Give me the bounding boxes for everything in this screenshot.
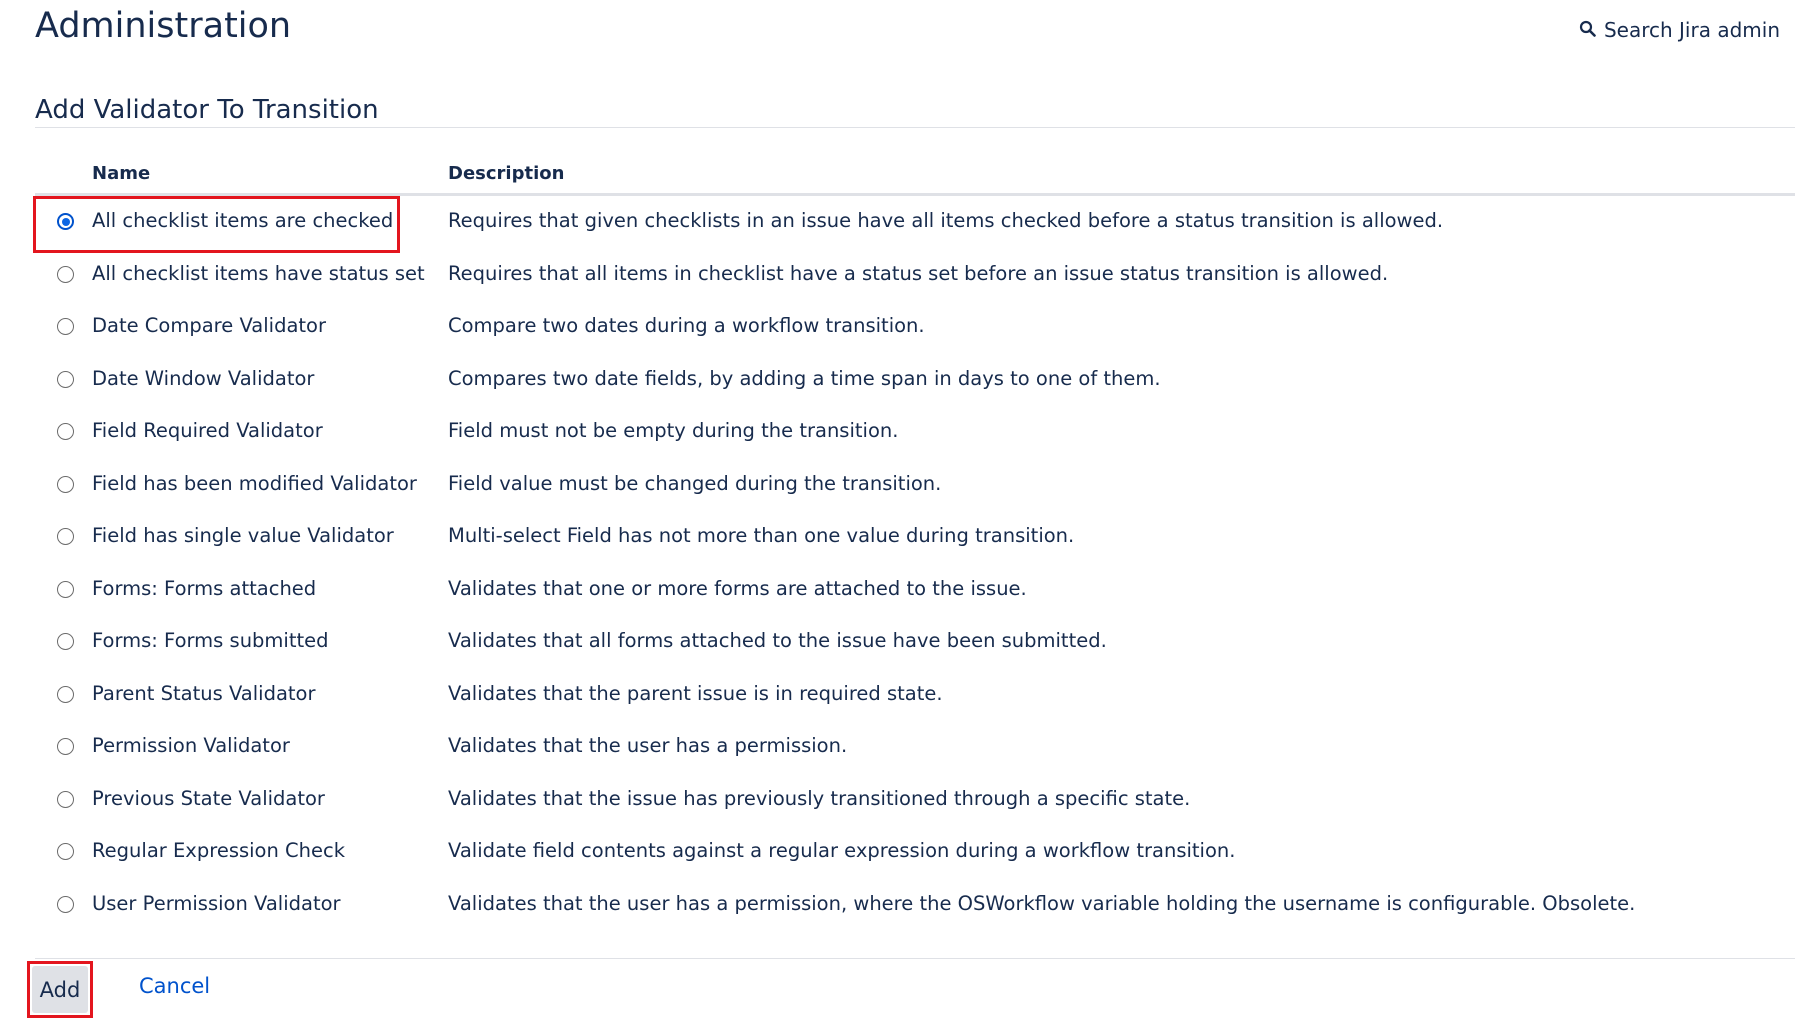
table-row[interactable]: [35, 880, 1795, 932]
table-row[interactable]: [35, 355, 1795, 407]
table-row[interactable]: [35, 460, 1795, 512]
section-title: Add Validator To Transition: [35, 95, 379, 125]
validator-name: User Permission Validator: [92, 891, 341, 915]
validator-name: Forms: Forms attached: [92, 576, 317, 600]
validator-name: Regular Expression Check: [92, 839, 346, 862]
table-row[interactable]: [35, 670, 1795, 722]
validator-name: All checklist items have status set: [92, 261, 425, 285]
validator-radio[interactable]: [57, 528, 74, 545]
search-label: Search Jira admin: [1603, 18, 1780, 42]
column-header-description: Description: [448, 163, 565, 184]
validator-name: Permission Validator: [92, 734, 290, 757]
validator-description: Field must not be empty during the transition.: [448, 419, 899, 442]
validator-description: Field value must be changed during the transition.: [448, 471, 942, 495]
validator-radio[interactable]: [57, 738, 74, 755]
validator-name: Field Required Validator: [92, 419, 323, 442]
validator-radio[interactable]: [57, 581, 74, 598]
table-row[interactable]: [35, 775, 1795, 827]
add-button[interactable]: Add: [32, 966, 88, 1013]
validator-description: Multi-select Field has not more than one value during transition.: [448, 524, 1075, 547]
validator-name: Parent Status Validator: [92, 681, 316, 705]
table-row[interactable]: [35, 827, 1795, 879]
search-admin-link[interactable]: [1579, 18, 1780, 42]
search-icon: [1579, 18, 1596, 42]
validator-description: Compares two date fields, by adding a time span in days to one of them.: [448, 366, 1161, 390]
validator-name: All checklist items are checked: [92, 209, 394, 232]
column-header-name: Name: [92, 163, 151, 184]
validator-radio[interactable]: [57, 423, 74, 440]
table-row[interactable]: [35, 565, 1795, 617]
validator-radio[interactable]: [57, 686, 74, 703]
validator-radio[interactable]: [57, 791, 74, 808]
validator-description: Validate field contents against a regular expression during a workflow transition.: [448, 839, 1236, 862]
page-header-title: Administration: [35, 6, 292, 46]
table-row[interactable]: [35, 302, 1795, 354]
validator-radio[interactable]: [57, 318, 74, 335]
table-row[interactable]: [35, 250, 1795, 302]
validator-radio[interactable]: [57, 371, 74, 388]
table-header: [35, 160, 1795, 196]
validator-description: Validates that the user has a permission.: [448, 734, 848, 757]
validator-name: Date Compare Validator: [92, 314, 326, 337]
divider: [35, 127, 1795, 128]
table-row[interactable]: [35, 512, 1795, 564]
table-row[interactable]: [35, 722, 1795, 774]
validator-radio[interactable]: [57, 476, 74, 493]
validator-name: Field has single value Validator: [92, 524, 394, 547]
validator-description: Validates that the user has a permission, where the OSWorkflow variable holding the username is configurable. Obsolete.: [448, 891, 1636, 915]
table-row[interactable]: [35, 617, 1795, 669]
validator-radio[interactable]: [57, 266, 74, 283]
validator-name: Field has been modified Validator: [92, 471, 417, 495]
validator-radio[interactable]: [57, 633, 74, 650]
table-row[interactable]: [35, 407, 1795, 459]
validator-name: Date Window Validator: [92, 366, 315, 390]
selection-highlight: [33, 196, 400, 253]
divider: [35, 958, 1795, 959]
validator-description: Validates that one or more forms are attached to the issue.: [448, 576, 1027, 600]
add-button-highlight: [27, 961, 93, 1018]
validator-description: Validates that all forms attached to the issue have been submitted.: [448, 629, 1107, 652]
validator-name: Previous State Validator: [92, 786, 325, 810]
validator-description: Validates that the parent issue is in required state.: [448, 681, 943, 705]
validator-description: Compare two dates during a workflow transition.: [448, 314, 925, 337]
validator-description: Requires that given checklists in an issue have all items checked before a status transition is allowed.: [448, 209, 1444, 232]
validator-radio[interactable]: [57, 896, 74, 913]
validator-name: Forms: Forms submitted: [92, 629, 329, 652]
cancel-link[interactable]: Cancel: [139, 974, 211, 998]
validator-description: Requires that all items in checklist have a status set before an issue status transition is allowed.: [448, 261, 1389, 285]
validator-description: Validates that the issue has previously transitioned through a specific state.: [448, 786, 1191, 810]
validator-radio[interactable]: [57, 843, 74, 860]
